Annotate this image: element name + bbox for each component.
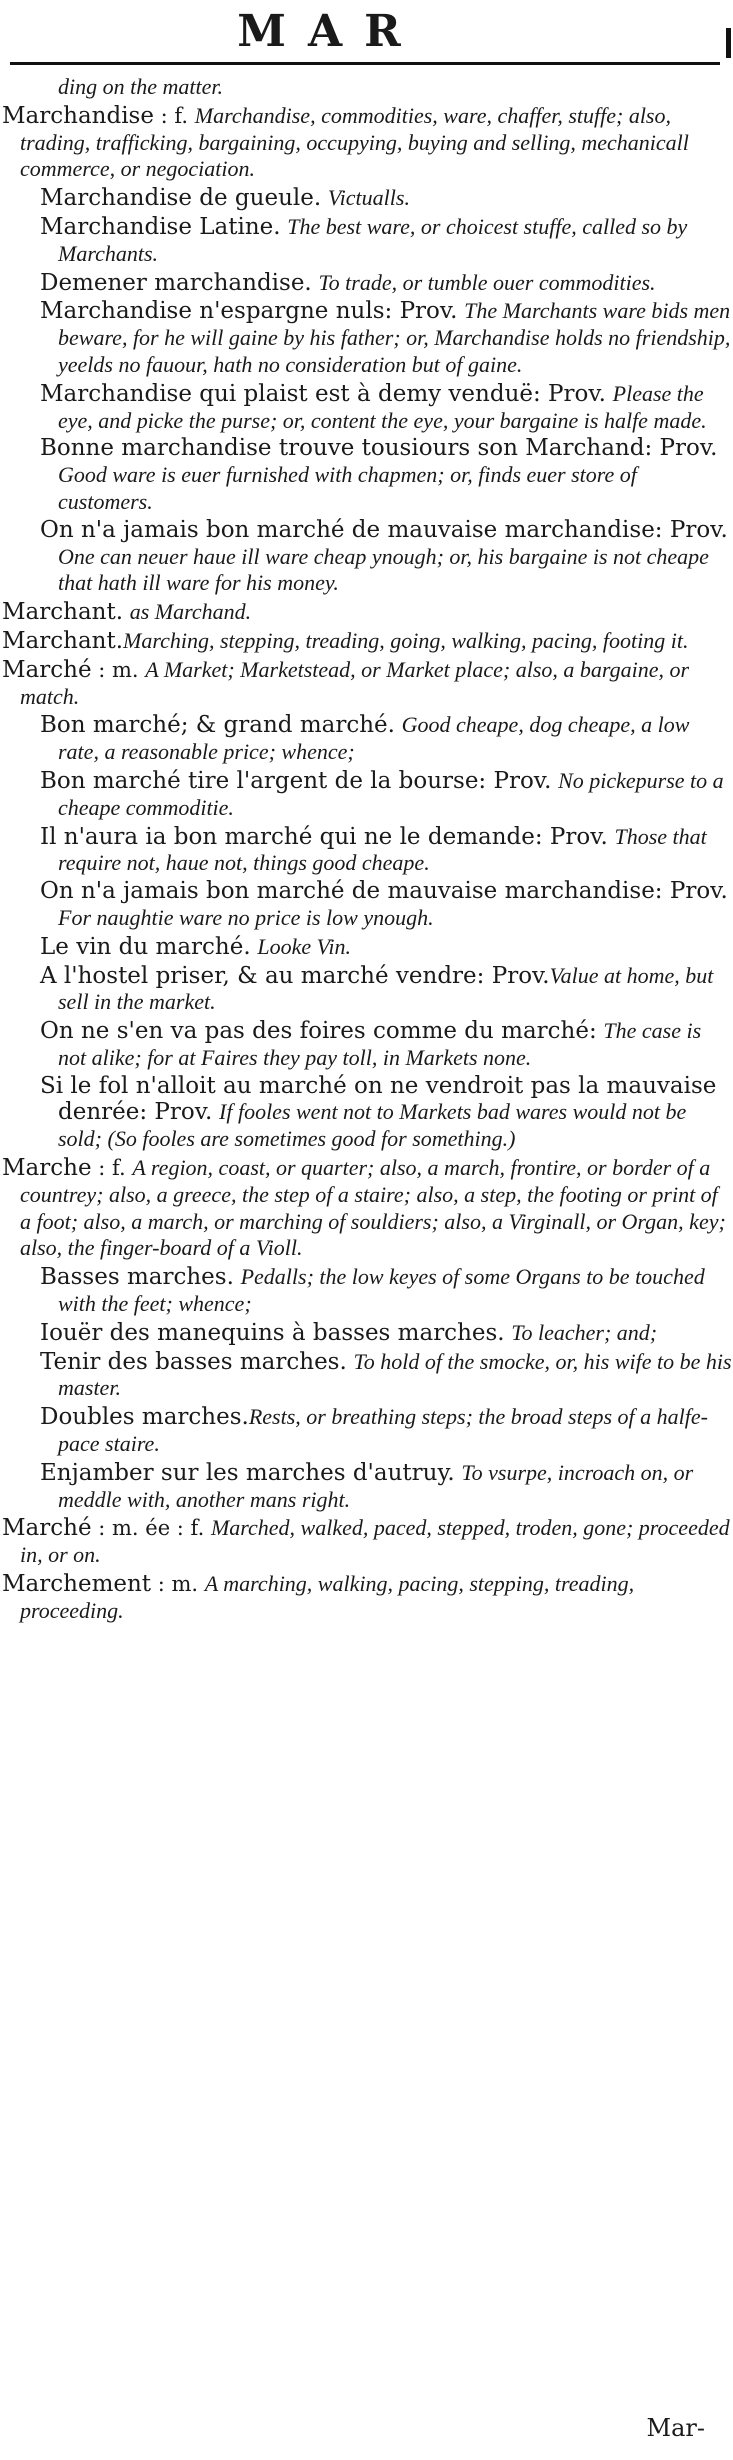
dictionary-entry <box>0 436 733 515</box>
entry-definition: For naughtie ware no price is low ynough. <box>58 904 434 930</box>
entry-headword: Marché <box>2 656 92 683</box>
page-edge-mark <box>726 28 731 58</box>
dictionary-entry <box>0 103 733 183</box>
entry-definition: To hold of the smocke, or, his wife to be his master. <box>58 1348 732 1401</box>
entry-definition: Looke Vin. <box>257 933 352 959</box>
entry-headword: Basses marches. <box>40 1264 234 1291</box>
entry-definition: To leacher; and; <box>511 1319 658 1345</box>
entry-definition: Value at home, but sell in the market. <box>58 962 714 1015</box>
entry-headword: Iouër des manequins à basses marches. <box>40 1319 505 1346</box>
entry-definition: Please the eye, and picke the purse; or, content the eye, your bargaine is halfe made. <box>58 380 707 433</box>
entry-headword: A l'hostel priser, & au marché vendre: Prov. <box>40 962 550 989</box>
dictionary-entry <box>0 1515 733 1569</box>
entry-headword: Si le fol n'alloit au marché on ne vendroit pas la mauvaise denrée: Prov. <box>40 1072 717 1126</box>
entry-headword: Marchement <box>2 1571 152 1598</box>
dictionary-entry <box>0 628 733 655</box>
entry-grammar: : f. <box>91 1156 133 1181</box>
dictionary-entry <box>0 1018 733 1072</box>
dictionary-entry <box>0 185 733 212</box>
dictionary-entry <box>0 1460 733 1514</box>
dictionary-entry <box>0 214 733 268</box>
entry-headword: Il n'aura ia bon marché qui ne le demande: Prov. <box>40 823 608 850</box>
dictionary-entry <box>0 1155 733 1262</box>
entry-grammar <box>321 186 328 210</box>
dictionary-entry <box>0 768 733 822</box>
entry-headword: Tenir des basses marches. <box>40 1348 347 1375</box>
entry-definition: The case is not alike; for at Faires they pay toll, in Markets none. <box>58 1018 702 1070</box>
dictionary-entry <box>0 879 733 932</box>
dictionary-entry <box>0 963 733 1017</box>
entry-definition: Good cheape, dog cheape, a low rate, a reasonable price; whence; <box>58 712 690 765</box>
entry-headword: On n'a jamais bon marché de mauvaise marchandise: Prov. <box>40 878 728 905</box>
entry-headword: Enjamber sur les marches d'autruy. <box>40 1459 455 1486</box>
page-heading: MAR <box>237 6 423 57</box>
dictionary-entries <box>0 74 733 1625</box>
dictionary-entry <box>0 381 733 435</box>
entry-headword: On n'a jamais bon marché de mauvaise marchandise: Prov. <box>40 516 728 543</box>
entry-grammar <box>212 1100 219 1124</box>
entry-headword: Marchandise n'espargne nuls: Prov. <box>40 298 458 325</box>
dictionary-entry <box>0 712 733 766</box>
entry-definition: Marchandise, commodities, ware, chaffer, stuffe; also, trading, trafficking, bargaining, occupying, buying and selling, mechanicall commerce, or negociation. <box>20 102 689 182</box>
dictionary-entry <box>0 824 733 878</box>
entry-definition: Victualls. <box>327 185 410 211</box>
entry-definition: The best ware, or choicest stuffe, called so by Marchants. <box>58 213 688 266</box>
entry-definition: A marching, walking, pacing, stepping, treading, proceeding. <box>20 1571 635 1623</box>
entry-grammar: : m. ée : f. <box>91 1516 211 1541</box>
entry-definition: Those that require not, haue not, things good cheape. <box>58 823 707 876</box>
entry-definition: The Marchants ware bids men beware, for he will gaine by his father; or, Marchandise holds no friendship, yeelds no fauour, hath no consideration but of gaine. <box>58 298 731 377</box>
entry-definition: as Marchand. <box>129 599 252 625</box>
entry-definition: ding on the matter. <box>58 74 223 99</box>
dictionary-entry <box>0 1571 733 1625</box>
entry-definition: Rests, or breathing steps; the broad steps of a halfe-pace staire. <box>58 1404 708 1457</box>
entry-definition: Marching, stepping, treading, going, walking, pacing, footing it. <box>123 627 689 653</box>
entry-headword: Le vin du marché. <box>40 933 251 960</box>
dictionary-entry <box>0 1349 733 1403</box>
dictionary-entry <box>0 1074 733 1153</box>
dictionary-entry <box>0 1320 733 1347</box>
entry-headword: Marché <box>2 1515 92 1542</box>
entry-grammar <box>606 382 613 406</box>
entry-headword: Marchant. <box>2 599 124 626</box>
entry-grammar <box>608 825 615 849</box>
dictionary-entry <box>0 599 733 626</box>
entry-headword: Bon marché; & grand marché. <box>40 712 395 739</box>
entry-grammar <box>123 600 130 624</box>
entry-definition: To trade, or tumble ouer commodities. <box>318 269 656 295</box>
entry-definition: A Market; Marketstead, or Market place; also, a bargaine, or match. <box>20 656 690 709</box>
entry-headword: Marchant. <box>2 627 124 654</box>
entry-headword: Marchandise Latine. <box>40 213 281 240</box>
entry-definition: Pedalls; the low keyes of some Organs to be touched with the feet; whence; <box>58 1264 705 1317</box>
entry-headword: Doubles marches. <box>40 1404 249 1431</box>
entry-definition: A region, coast, or quarter; also, a march, frontire, or border of a countrey; also, a greece, the step of a staire; also, a step, the footing or print of a foot; also, a march, or marching of souldiers; also, a Virginall, or Organ, key; also, the finger-board of a Violl. <box>20 1155 726 1261</box>
dictionary-entry <box>0 1264 733 1318</box>
dictionary-entry <box>0 74 733 101</box>
entry-grammar: : f. <box>153 103 195 128</box>
dictionary-entry <box>0 518 733 597</box>
entry-grammar <box>234 1265 241 1289</box>
entry-grammar: : m. <box>91 657 146 682</box>
dictionary-entry <box>0 1404 733 1458</box>
dictionary-entry <box>0 934 733 961</box>
entry-definition: Marched, walked, paced, stepped, troden, gone; proceeded in, or on. <box>20 1515 730 1568</box>
entry-headword: Bon marché tire l'argent de la bourse: Prov. <box>40 767 552 794</box>
catchword: Mar- <box>646 2414 705 2442</box>
running-header <box>0 4 733 60</box>
entry-headword: Marchandise qui plaist est à demy venduë: Prov. <box>40 380 606 407</box>
dictionary-entry <box>0 657 733 711</box>
entry-definition: If fooles went not to Markets bad wares would not be sold; (So fooles are sometimes good for something.) <box>58 1099 687 1152</box>
entry-grammar: : m. <box>151 1572 205 1597</box>
header-rule <box>10 62 720 65</box>
entry-headword: Marchandise de gueule. <box>40 185 322 212</box>
entry-headword: Marchandise <box>2 102 154 129</box>
entry-grammar <box>395 713 402 737</box>
entry-definition: Good ware is euer furnished with chapmen; or, finds euer store of customers. <box>58 462 637 514</box>
dictionary-entry <box>0 270 733 297</box>
entry-headword: Demener marchandise. <box>40 269 312 296</box>
entry-definition: To vsurpe, incroach on, or meddle with, another mans right. <box>58 1459 694 1512</box>
entry-headword: On ne s'en va pas des foires comme du marché: <box>40 1018 597 1045</box>
dictionary-entry <box>0 298 733 378</box>
entry-definition: No pickepurse to a cheape commoditie. <box>58 767 724 820</box>
entry-headword: Marche <box>2 1155 92 1182</box>
entry-headword: Bonne marchandise trouve tousiours son Marchand: Prov. <box>40 435 718 462</box>
entry-definition: One can neuer haue ill ware cheap ynough; or, his bargaine is not cheape that hath ill ware for his money. <box>58 543 709 596</box>
